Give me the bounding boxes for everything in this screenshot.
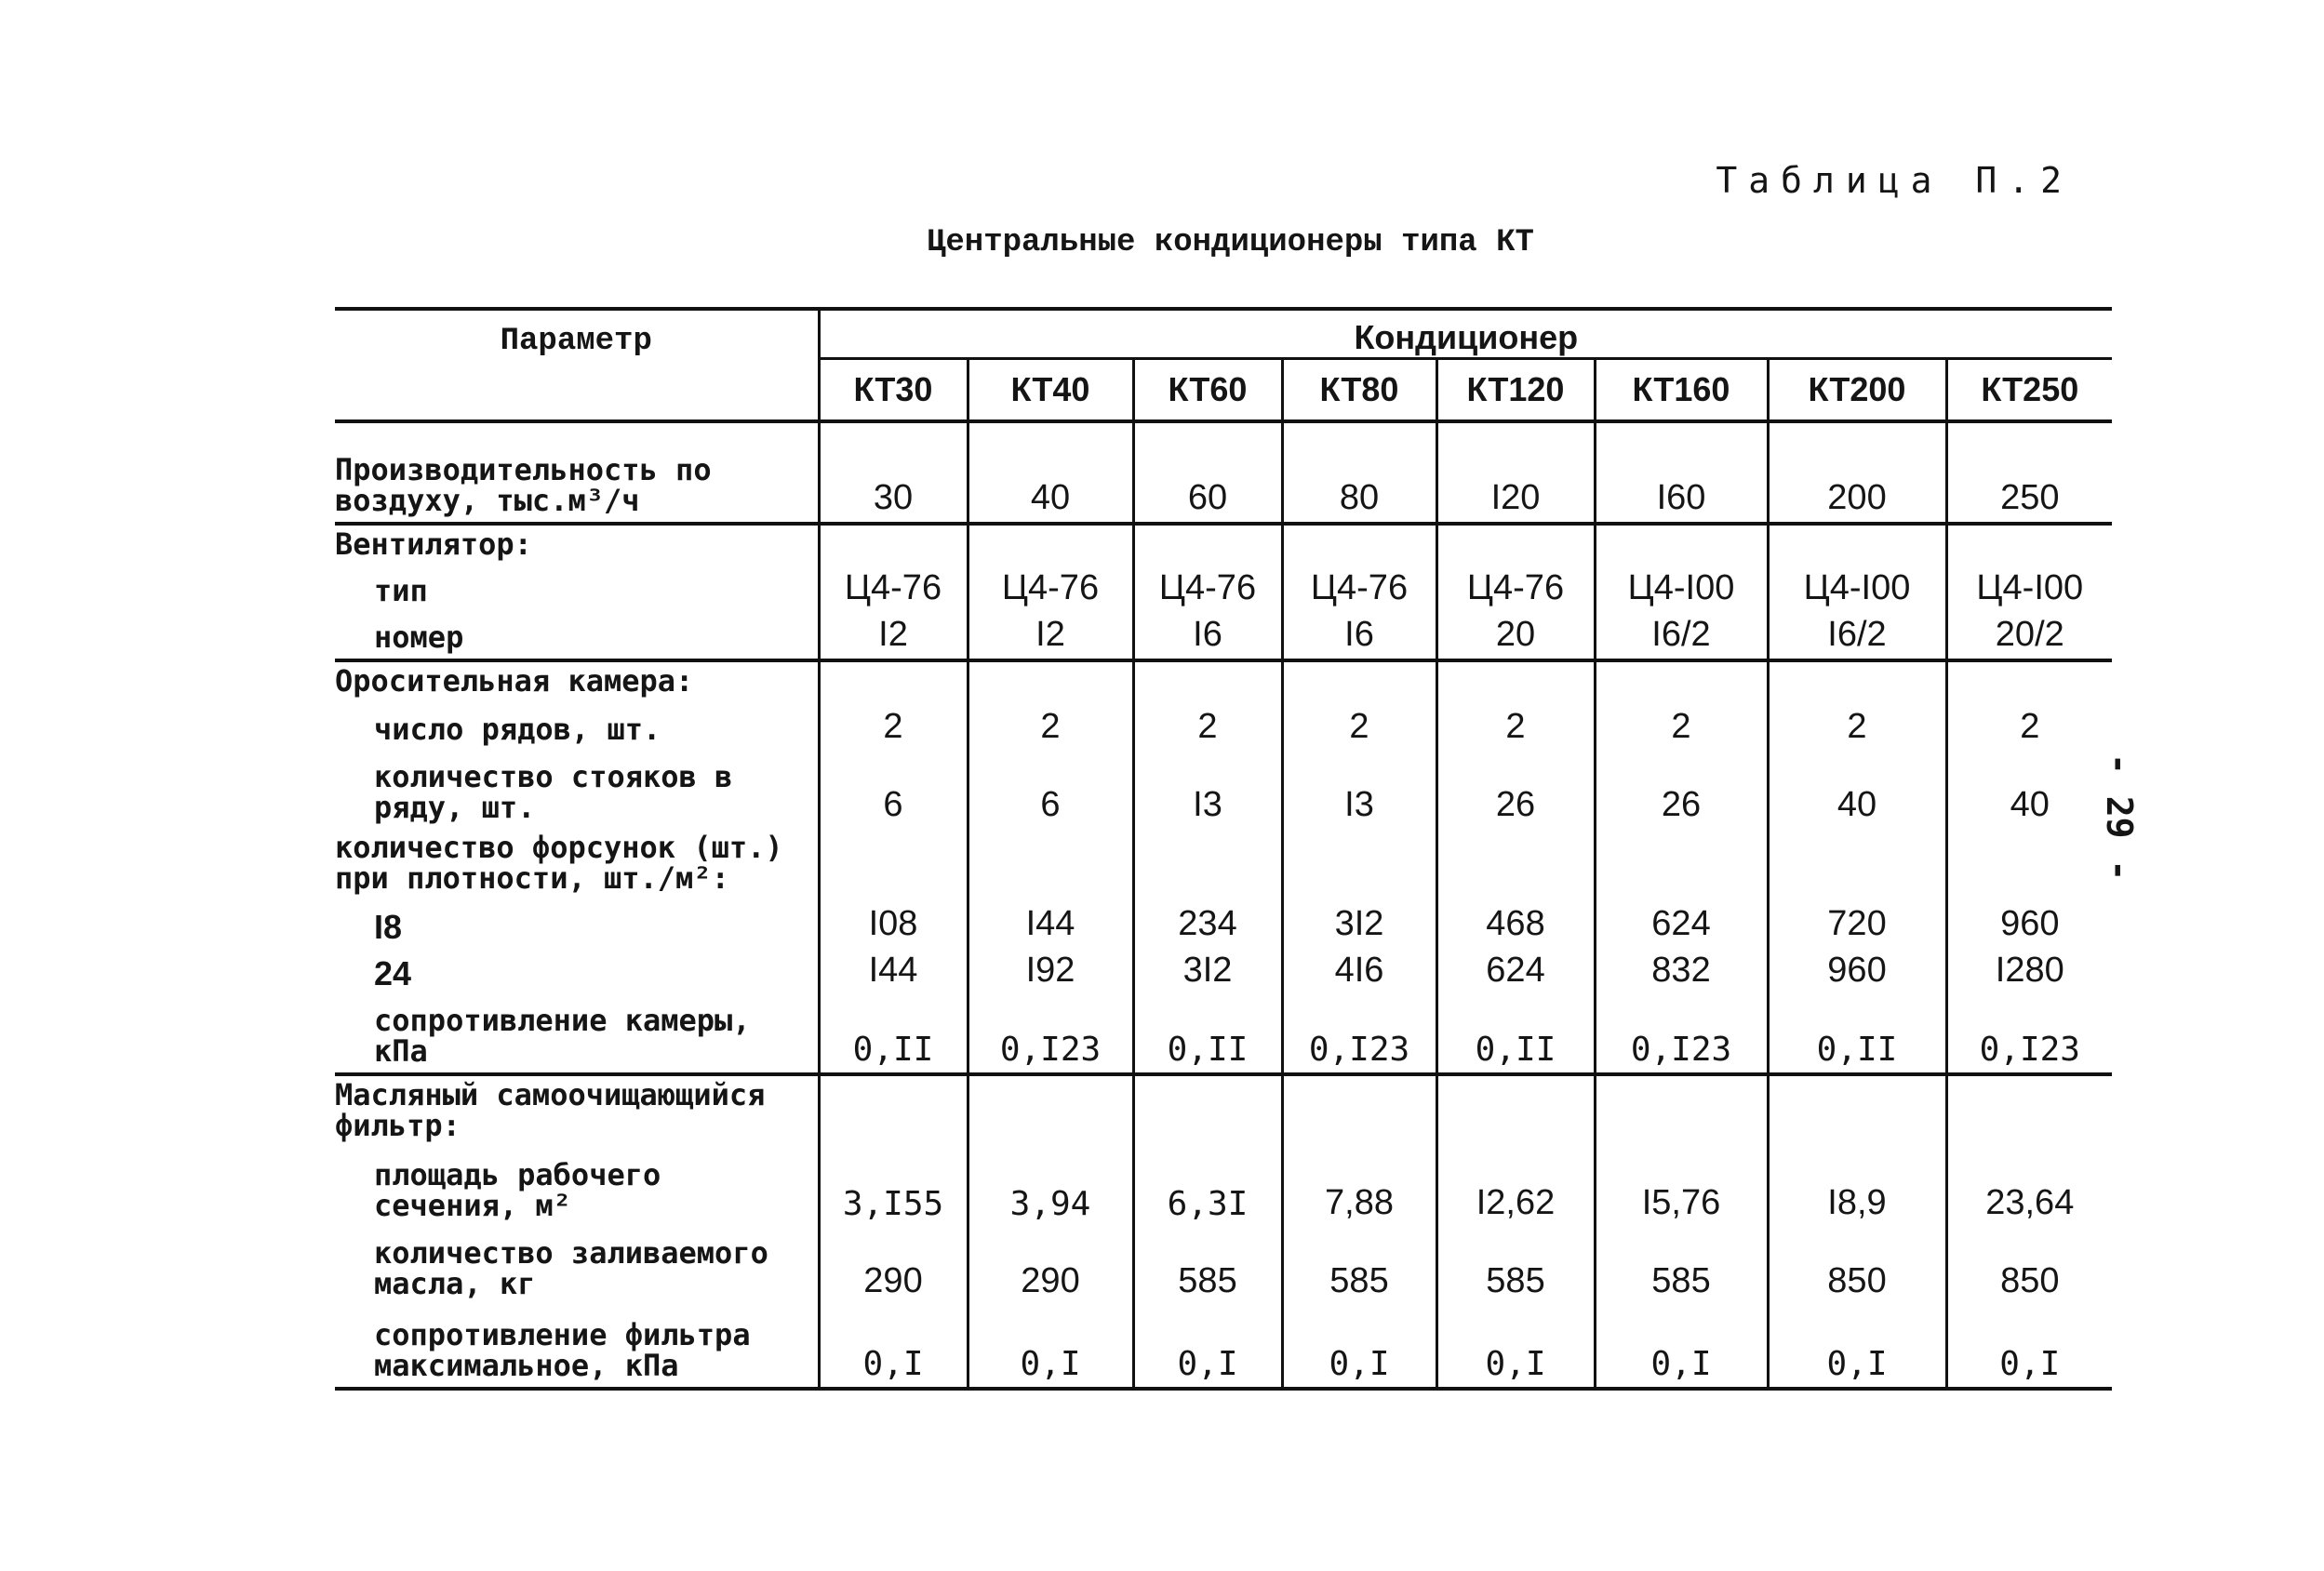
cell-value: 30 bbox=[819, 421, 968, 524]
cell-value: 2 bbox=[1282, 702, 1436, 751]
cell-value: I6 bbox=[1282, 612, 1436, 660]
cell-value: 2 bbox=[1946, 702, 2112, 751]
cell-value: 0,I bbox=[1595, 1305, 1768, 1389]
cell-value: 585 bbox=[1282, 1227, 1436, 1305]
cell-value: 0,I23 bbox=[1595, 994, 1768, 1074]
table-row bbox=[335, 829, 2112, 899]
cell-value: I08 bbox=[819, 899, 968, 948]
cell-value: 0,I23 bbox=[1282, 994, 1436, 1074]
cell-value: 585 bbox=[1436, 1227, 1595, 1305]
cell-value: 832 bbox=[1595, 948, 1768, 994]
table-row bbox=[335, 899, 2112, 948]
cell-value: 250 bbox=[1946, 421, 2112, 524]
air-conditioner-spec-table bbox=[335, 307, 2112, 1391]
cell-value: 0,I bbox=[1768, 1305, 1946, 1389]
cell-value: 850 bbox=[1768, 1227, 1946, 1305]
cell-value: I8,9 bbox=[1768, 1147, 1946, 1227]
param-column-header: Параметр bbox=[335, 309, 819, 421]
row-label: сопротивление фильтра максимальное, кПа bbox=[335, 1305, 819, 1389]
cell-value: 23,64 bbox=[1946, 1147, 2112, 1227]
cell-value: 720 bbox=[1768, 899, 1946, 948]
table-row bbox=[335, 421, 2112, 524]
table-row bbox=[335, 1147, 2112, 1227]
model-header: КТ80 bbox=[1282, 359, 1436, 422]
cell-value: 2 bbox=[819, 702, 968, 751]
row-label: Производительность по воздуху, тыс.м³/ч bbox=[335, 421, 819, 524]
row-label: количество стояков в ряду, шт. bbox=[335, 751, 819, 829]
cell-value: 6 bbox=[968, 751, 1133, 829]
cell-value: 0,I bbox=[1946, 1305, 2112, 1389]
model-header: КТ30 bbox=[819, 359, 968, 422]
cell-value: 0,I bbox=[968, 1305, 1133, 1389]
table-row bbox=[335, 751, 2112, 829]
cell-value: I6/2 bbox=[1768, 612, 1946, 660]
cell-value: I92 bbox=[968, 948, 1133, 994]
cell-value: 960 bbox=[1768, 948, 1946, 994]
cell-value: Ц4-76 bbox=[1282, 566, 1436, 612]
table-row bbox=[335, 1227, 2112, 1305]
row-label: 24 bbox=[335, 948, 819, 994]
table-row bbox=[335, 948, 2112, 994]
cell-value: 0,I bbox=[819, 1305, 968, 1389]
row-label: количество форсунок (шт.) при плотности, шт./м²: bbox=[335, 829, 819, 899]
cell-value: I44 bbox=[819, 948, 968, 994]
table-number-label: Таблица П.2 bbox=[1716, 160, 2073, 201]
cell-value: 234 bbox=[1133, 899, 1282, 948]
table-row bbox=[335, 702, 2112, 751]
row-label: I8 bbox=[335, 899, 819, 948]
cell-value: 3I2 bbox=[1133, 948, 1282, 994]
cell-value: Ц4-I00 bbox=[1946, 566, 2112, 612]
conditioner-group-header: Кондиционер bbox=[819, 309, 2112, 359]
cell-value: 3I2 bbox=[1282, 899, 1436, 948]
cell-value: 0,I bbox=[1133, 1305, 1282, 1389]
cell-value: 200 bbox=[1768, 421, 1946, 524]
cell-value: 3,I55 bbox=[819, 1147, 968, 1227]
cell-value: 850 bbox=[1946, 1227, 2112, 1305]
cell-value: 2 bbox=[1436, 702, 1595, 751]
cell-value: I44 bbox=[968, 899, 1133, 948]
cell-value: I3 bbox=[1282, 751, 1436, 829]
cell-value: 624 bbox=[1595, 899, 1768, 948]
cell-value: 4I6 bbox=[1282, 948, 1436, 994]
cell-value: 0,I23 bbox=[1946, 994, 2112, 1074]
cell-value: 6,3I bbox=[1133, 1147, 1282, 1227]
section-title: Оросительная камера: bbox=[335, 660, 819, 702]
cell-value: 20 bbox=[1436, 612, 1595, 660]
row-label: число рядов, шт. bbox=[335, 702, 819, 751]
table-row bbox=[335, 994, 2112, 1074]
cell-value: 2 bbox=[1133, 702, 1282, 751]
table-row bbox=[335, 566, 2112, 612]
row-label: сопротивление камеры, кПа bbox=[335, 994, 819, 1074]
cell-value: 0,I bbox=[1282, 1305, 1436, 1389]
row-label: количество заливаемого масла, кг bbox=[335, 1227, 819, 1305]
cell-value: 6 bbox=[819, 751, 968, 829]
cell-value: 26 bbox=[1595, 751, 1768, 829]
cell-value: 960 bbox=[1946, 899, 2112, 948]
model-header: КТ60 bbox=[1133, 359, 1282, 422]
cell-value: Ц4-I00 bbox=[1768, 566, 1946, 612]
cell-value: 290 bbox=[819, 1227, 968, 1305]
cell-value: 0,I bbox=[1436, 1305, 1595, 1389]
table-row bbox=[335, 1305, 2112, 1389]
cell-value: I2 bbox=[968, 612, 1133, 660]
row-label: номер bbox=[335, 612, 819, 660]
cell-value: Ц4-76 bbox=[1436, 566, 1595, 612]
cell-value: 585 bbox=[1133, 1227, 1282, 1305]
section-title-row bbox=[335, 524, 2112, 566]
section-title: Вентилятор: bbox=[335, 524, 819, 566]
cell-value: 2 bbox=[968, 702, 1133, 751]
cell-value: 585 bbox=[1595, 1227, 1768, 1305]
cell-value: 0,I23 bbox=[968, 994, 1133, 1074]
cell-value: 0,II bbox=[1436, 994, 1595, 1074]
cell-value: 40 bbox=[1768, 751, 1946, 829]
cell-value: I2,62 bbox=[1436, 1147, 1595, 1227]
model-header: КТ200 bbox=[1768, 359, 1946, 422]
cell-value: 80 bbox=[1282, 421, 1436, 524]
cell-value: 40 bbox=[968, 421, 1133, 524]
page-number: - 29 - bbox=[2099, 753, 2140, 882]
model-header: КТ160 bbox=[1595, 359, 1768, 422]
cell-value: 3,94 bbox=[968, 1147, 1133, 1227]
model-header: КТ250 bbox=[1946, 359, 2112, 422]
cell-value: Ц4-76 bbox=[1133, 566, 1282, 612]
section-title-row bbox=[335, 660, 2112, 702]
cell-value: 0,II bbox=[1768, 994, 1946, 1074]
cell-value: I6 bbox=[1133, 612, 1282, 660]
row-label: тип bbox=[335, 566, 819, 612]
cell-value: 624 bbox=[1436, 948, 1595, 994]
cell-value: 2 bbox=[1595, 702, 1768, 751]
cell-value: 468 bbox=[1436, 899, 1595, 948]
cell-value: Ц4-76 bbox=[968, 566, 1133, 612]
model-header: КТ120 bbox=[1436, 359, 1595, 422]
model-header: КТ40 bbox=[968, 359, 1133, 422]
row-label: площадь рабочего сечения, м² bbox=[335, 1147, 819, 1227]
cell-value: I20 bbox=[1436, 421, 1595, 524]
cell-value: I280 bbox=[1946, 948, 2112, 994]
cell-value: 7,88 bbox=[1282, 1147, 1436, 1227]
cell-value: I3 bbox=[1133, 751, 1282, 829]
cell-value: I2 bbox=[819, 612, 968, 660]
cell-value: I5,76 bbox=[1595, 1147, 1768, 1227]
section-title-row bbox=[335, 1074, 2112, 1147]
cell-value: I6/2 bbox=[1595, 612, 1768, 660]
cell-value: I60 bbox=[1595, 421, 1768, 524]
cell-value: Ц4-I00 bbox=[1595, 566, 1768, 612]
cell-value: 26 bbox=[1436, 751, 1595, 829]
cell-value: 60 bbox=[1133, 421, 1282, 524]
cell-value: 0,II bbox=[819, 994, 968, 1074]
cell-value: Ц4-76 bbox=[819, 566, 968, 612]
cell-value: 20/2 bbox=[1946, 612, 2112, 660]
cell-value: 0,II bbox=[1133, 994, 1282, 1074]
cell-value: 40 bbox=[1946, 751, 2112, 829]
table-row bbox=[335, 612, 2112, 660]
cell-value: 290 bbox=[968, 1227, 1133, 1305]
section-title: Масляный самоочищающийся фильтр: bbox=[335, 1074, 819, 1147]
table-caption: Центральные кондиционеры типа КТ bbox=[927, 225, 1534, 260]
cell-value: 2 bbox=[1768, 702, 1946, 751]
